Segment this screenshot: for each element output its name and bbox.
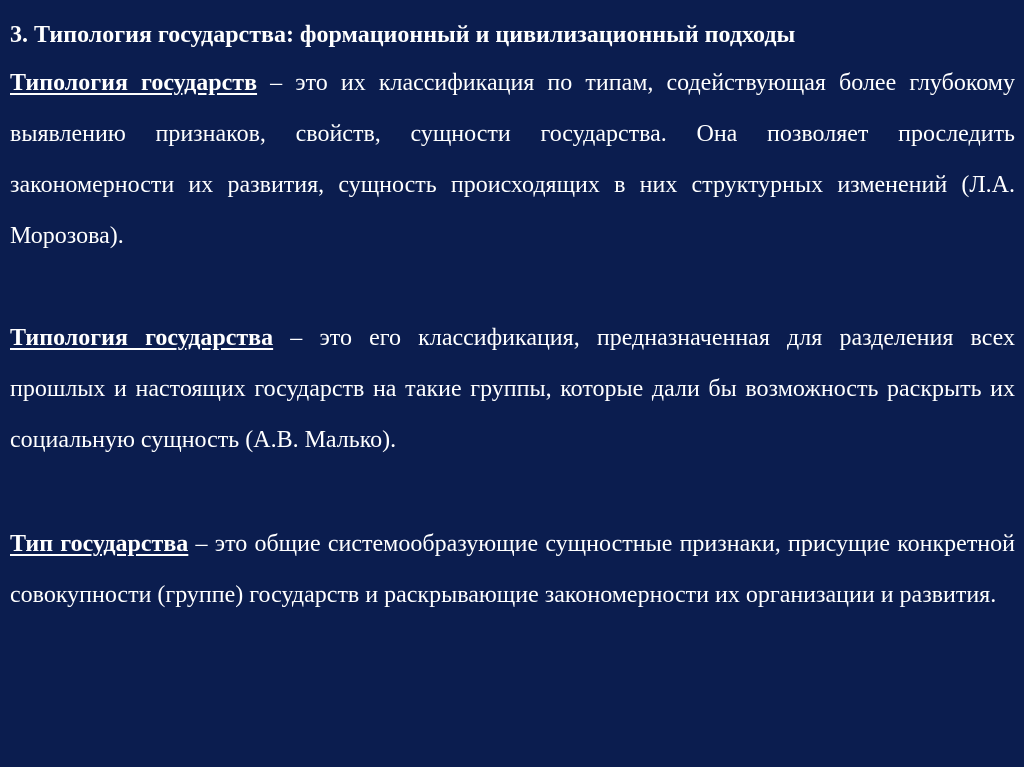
definition-malko bbox=[10, 313, 1015, 466]
definition-term: Тип государства bbox=[10, 531, 189, 557]
definition-text: – это их классификация по типам, содействующая более глубокому выявлению признаков, свойств, сущности государства. Она позволяет проследить закономерности их развития, сущность происходящих в них структурных изменений (Л.А. Морозова). bbox=[10, 70, 1015, 249]
definition-text: – это его классификация, предназначенная для разделения всех прошлых и настоящих государств на такие группы, которые дали бы возможность раскрыть их социальную сущность (А.В. Малько). bbox=[10, 325, 1015, 453]
definition-state-type bbox=[10, 519, 1015, 621]
slide-title: 3. Типология государства: формационный и цивилизационный подходы bbox=[10, 22, 796, 48]
definition-term: Типология государств bbox=[10, 70, 258, 96]
definition-term: Типология государства bbox=[10, 325, 274, 351]
definition-morozova bbox=[10, 58, 1015, 262]
definition-text: – это общие системообразующие сущностные признаки, присущие конкретной совокупности (группе) государств и раскрывающие закономерности их организации и развития. bbox=[10, 531, 1015, 608]
